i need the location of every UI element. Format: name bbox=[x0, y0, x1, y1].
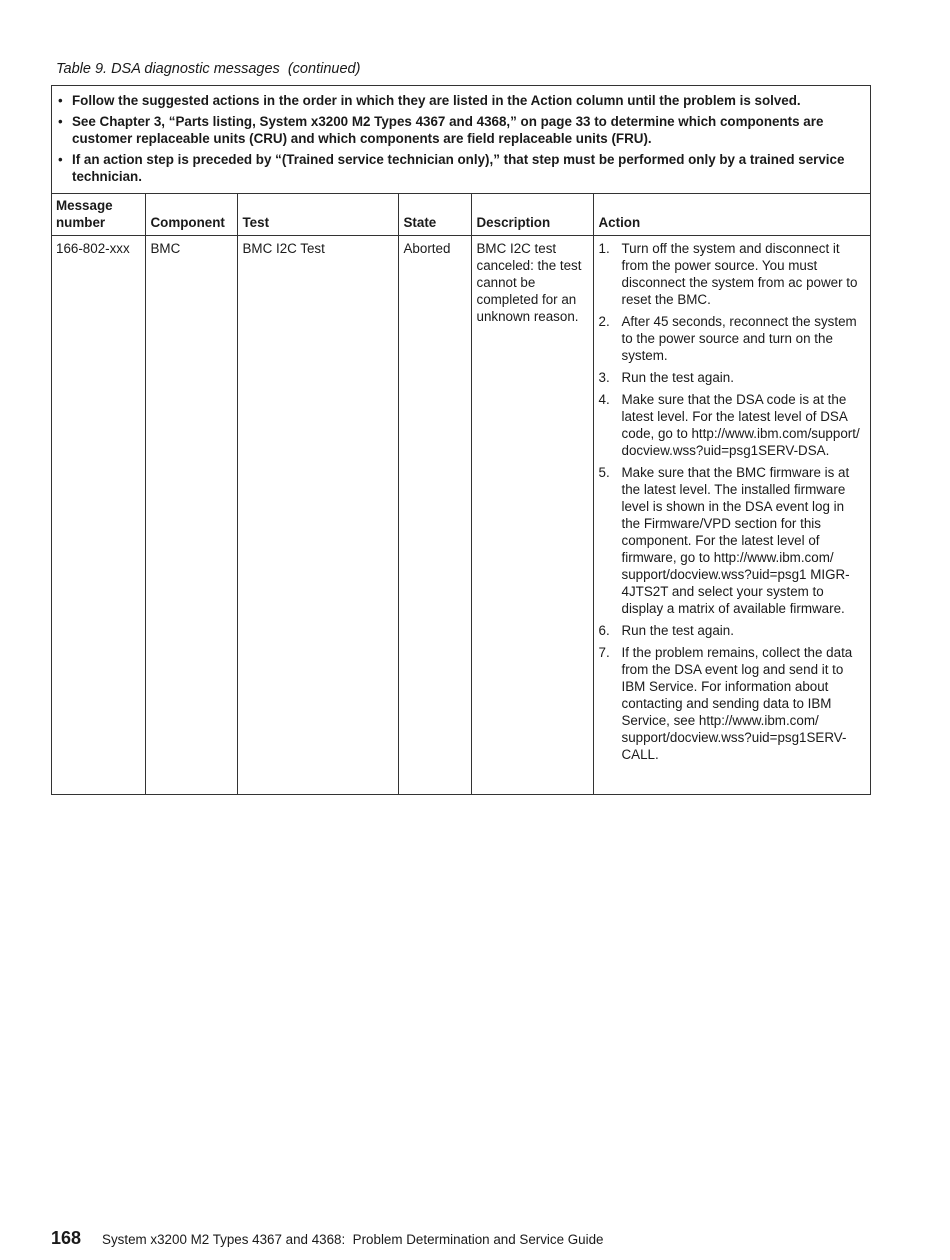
header-description: Description bbox=[471, 194, 593, 236]
cell-test: BMC I2C Test bbox=[237, 236, 398, 795]
bullet-icon: • bbox=[58, 114, 63, 129]
action-step-text: Make sure that the BMC firmware is at the latest level. The installed firmware level is shown in the DSA event log in the Firmware/VPD section for this component. For the latest level of firmware, go to http://www.ibm.com/ support/docview.wss?uid=psg1 MIGR-4JTS2T and select your system to display a matrix of available firmware. bbox=[621, 465, 850, 616]
bullet-icon: • bbox=[58, 93, 63, 108]
header-action: Action bbox=[593, 194, 870, 236]
action-step-text: After 45 seconds, reconnect the system to the power source and turn on the system. bbox=[621, 314, 857, 363]
action-step-text: Make sure that the DSA code is at the latest level. For the latest level of DSA code, go to http://www.ibm.com/support/ docview.wss?uid=psg1SERV-DSA. bbox=[621, 392, 860, 458]
action-step-number: 2. bbox=[598, 314, 610, 329]
action-list bbox=[599, 240, 867, 763]
action-step-text: Run the test again. bbox=[621, 370, 734, 385]
action-step-number: 7. bbox=[598, 645, 610, 660]
cell-description: BMC I2C test canceled: the test cannot be completed for an unknown reason. bbox=[471, 236, 593, 795]
action-step-number: 5. bbox=[598, 465, 610, 480]
header-component: Component bbox=[145, 194, 237, 236]
note-item bbox=[58, 92, 852, 109]
action-step-text: Turn off the system and disconnect it from the power source. You must disconnect the system from ac power to reset the BMC. bbox=[621, 241, 858, 307]
diagnostic-messages-table bbox=[51, 85, 871, 795]
action-step-number: 3. bbox=[598, 370, 610, 385]
action-step-text: Run the test again. bbox=[621, 623, 734, 638]
action-step bbox=[599, 240, 867, 308]
note-text: Follow the suggested actions in the order in which they are listed in the Action column until the problem is solved. bbox=[72, 93, 801, 108]
note-text: If an action step is preceded by “(Trained service technician only),” that step must be performed only by a trained service technician. bbox=[72, 152, 845, 184]
cell-component: BMC bbox=[145, 236, 237, 795]
table-row bbox=[52, 236, 870, 795]
action-step bbox=[599, 313, 867, 364]
action-step-number: 4. bbox=[598, 392, 610, 407]
action-step bbox=[599, 622, 867, 639]
header-message-number: Message number bbox=[52, 194, 145, 236]
action-step-number: 6. bbox=[598, 623, 610, 638]
cell-action bbox=[593, 236, 870, 795]
footer-title: System x3200 M2 Types 4367 and 4368: Problem Determination and Service Guide bbox=[102, 1232, 604, 1247]
action-step bbox=[599, 369, 867, 386]
note-text: See Chapter 3, “Parts listing, System x3200 M2 Types 4367 and 4368,” on page 33 to determine which components are customer replaceable units (CRU) and which components are field replaceable units (FRU). bbox=[72, 114, 824, 146]
header-state: State bbox=[398, 194, 471, 236]
bullet-icon: • bbox=[58, 152, 63, 167]
action-step-number: 1. bbox=[598, 241, 610, 256]
action-step bbox=[599, 391, 867, 459]
table-notes bbox=[52, 86, 870, 194]
action-step-text: If the problem remains, collect the data from the DSA event log and send it to IBM Service. For information about contacting and sending data to IBM Service, see http://www.ibm.com/ support/docview.wss?uid=psg1SERV- CALL. bbox=[621, 645, 853, 762]
action-step bbox=[599, 464, 867, 617]
cell-state: Aborted bbox=[398, 236, 471, 795]
note-item bbox=[58, 151, 852, 185]
messages-grid bbox=[52, 194, 870, 794]
table-caption: Table 9. DSA diagnostic messages (continued) bbox=[56, 61, 361, 77]
page-footer bbox=[51, 1228, 604, 1249]
cell-message-number: 166-802-xxx bbox=[56, 241, 130, 256]
header-test: Test bbox=[237, 194, 398, 236]
page-number: 168 bbox=[51, 1228, 82, 1248]
action-step bbox=[599, 644, 867, 763]
note-item bbox=[58, 113, 852, 147]
header-row bbox=[52, 194, 870, 236]
